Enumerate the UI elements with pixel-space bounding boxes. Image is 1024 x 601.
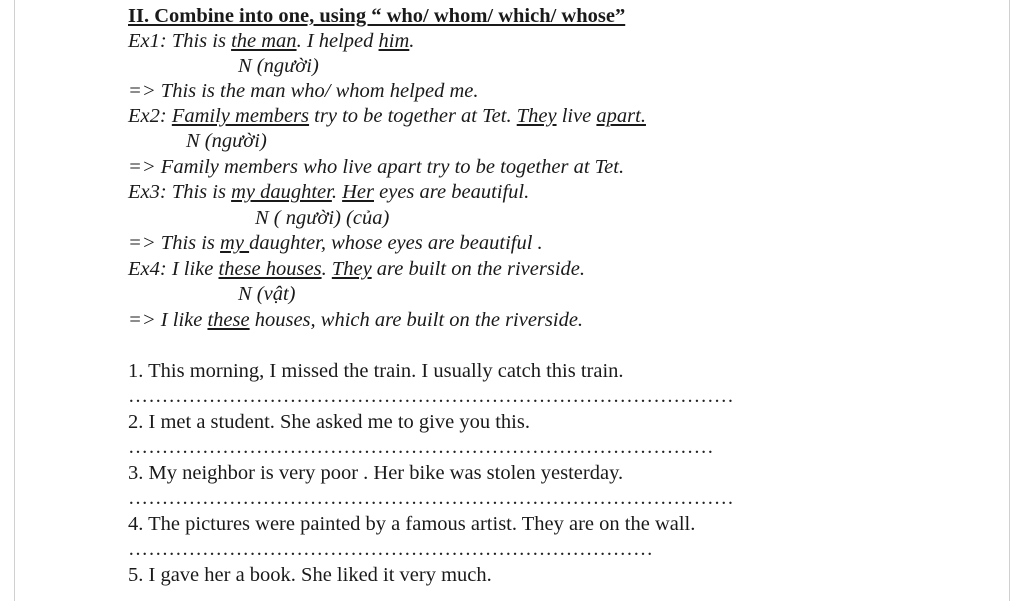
example-2-answer: => Family members who live apart try to be together at Tet. <box>128 156 625 178</box>
exercise-5-text: 5. I gave her a book. She liked it very much. <box>128 564 492 586</box>
ex3-answer-prefix: => This is <box>128 232 221 254</box>
ex2-underlined-pronoun: They <box>516 105 557 127</box>
ex3-mid: . <box>331 181 343 203</box>
ex4-prefix: Ex4: I like <box>128 258 219 280</box>
ex4-mid: . <box>321 258 332 280</box>
exercise-1-text: 1. This morning, I missed the train. I usually catch this train. <box>128 360 624 382</box>
ex3-end: eyes are beautiful. <box>374 181 530 203</box>
exercise-3-answer-blank[interactable]: ……………………………………………………………………………… <box>128 487 734 509</box>
example-4-answer <box>128 308 583 332</box>
page-left-edge <box>0 0 15 601</box>
ex2-prefix: Ex2: <box>128 105 172 127</box>
example-3-sentence <box>128 180 529 204</box>
example-3-answer <box>128 231 543 255</box>
exercise-4-answer-blank[interactable]: …………………………………………………………………… <box>128 538 654 560</box>
ex1-mid: . I helped <box>296 30 379 52</box>
ex4-end: are built on the riverside. <box>371 258 585 280</box>
page-right-edge <box>1009 0 1024 601</box>
ex1-prefix: Ex1: This is <box>128 30 232 52</box>
ex3-prefix: Ex3: This is <box>128 181 232 203</box>
ex2-underlined-word: apart. <box>596 105 646 127</box>
example-2-note: N (người) <box>186 130 267 152</box>
ex4-underlined-noun: these houses <box>218 258 322 280</box>
ex3-answer-rest: daughter, whose eyes are beautiful . <box>249 232 543 254</box>
ex3-underlined-noun: my daughter <box>231 181 332 203</box>
ex4-answer-prefix: => I like <box>128 309 208 331</box>
exercise-1-answer-blank[interactable]: ……………………………………………………………………………… <box>128 385 734 407</box>
example-4-sentence <box>128 257 585 281</box>
ex4-answer-underlined: these <box>207 309 250 331</box>
example-3-note: N ( người) (của) <box>255 207 390 229</box>
exercise-2-text: 2. I met a student. She asked me to give you this. <box>128 411 530 433</box>
exercise-2-answer-blank[interactable]: …………………………………………………………………………… <box>128 436 714 458</box>
ex1-underlined-pronoun: him <box>378 30 410 52</box>
example-1-sentence <box>128 29 414 53</box>
ex1-underlined-noun: the man <box>231 30 297 52</box>
example-1-answer: => This is the man who/ whom helped me. <box>128 80 479 102</box>
example-4-note: N (vật) <box>238 283 296 305</box>
exercise-4-text: 4. The pictures were painted by a famous artist. They are on the wall. <box>128 513 696 535</box>
ex1-end: . <box>409 30 415 52</box>
ex2-underlined-noun: Family members <box>171 105 310 127</box>
ex4-answer-rest: houses, which are built on the riverside. <box>249 309 584 331</box>
exercise-3-text: 3. My neighbor is very poor . Her bike was stolen yesterday. <box>128 462 624 484</box>
ex4-underlined-pronoun: They <box>331 258 372 280</box>
example-2-sentence <box>128 104 646 128</box>
example-1-note: N (người) <box>238 55 319 77</box>
ex2-mid: try to be together at Tet. <box>309 105 517 127</box>
ex2-mid2: live <box>556 105 597 127</box>
ex3-answer-underlined: my <box>220 232 250 254</box>
ex3-underlined-pronoun: Her <box>342 181 374 203</box>
section-title: II. Combine into one, using “ who/ whom/ which/ whose” <box>128 5 626 27</box>
